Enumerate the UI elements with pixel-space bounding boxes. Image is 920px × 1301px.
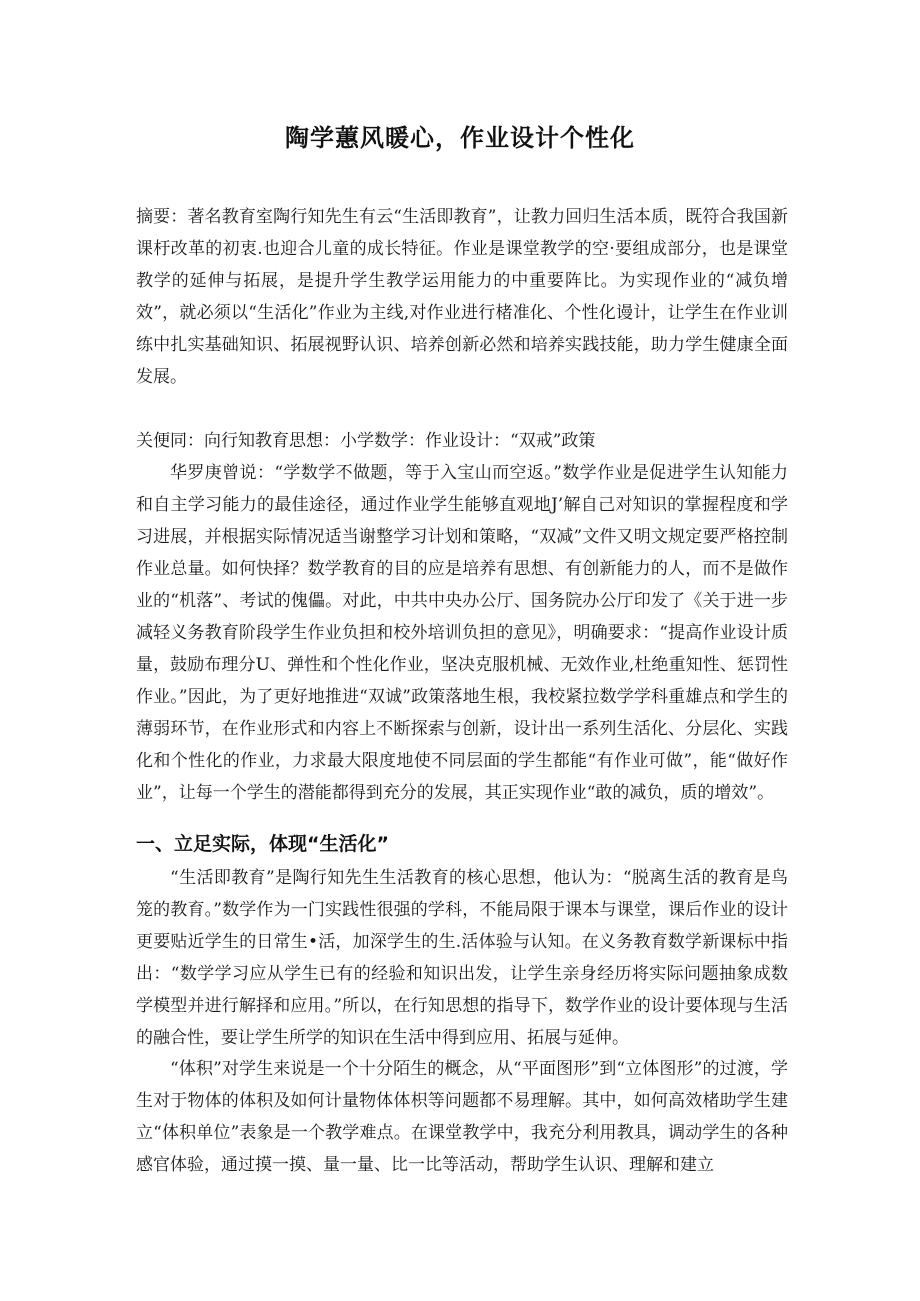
intro-paragraph: 华罗庚曾说：“学数学不做题，等于入宝山而空返。”数学作业是促进学生认知能力和自主学习能力的最佳途径，通过作业学生能够直观地J’解自己对知识的掌握程度和学习进展，并根据实际情况适当谢整学习计划和策略，“双减”文件又明文规定要严格控制作业总量。如何快择？数学教育的目的应是培养有思想、有创新能力的人，而不是做作业的“机落”、考试的傀儡。对此，中共中央办公厅、国务院办公厅印发了《关于进一步减轻义务教育阶段学生作业负担和校外培训负担的意见》，明确要求：“提高作业设计质量，鼓励布理分U、弹性和个性化作业，坚决克服机械、无效作业,杜绝重知性、惩罚性作业。”因此，为了更好地推进“双诚”政策落地生根，我校紧拉数学学科重雄点和学生的薄弱环节，在作业形式和内容上不断探索与创新，设计出一系列生活化、分层化、实践化和个性化的作业，力求最大限度地使不同层面的学生都能“有作业可做”，能“做好作业”，让每一个学生的潜能都得到充分的发展，其正实现作业“敢的减负，质的增效”。 <box>136 463 788 803</box>
keywords-line: 关便同：向行知教育思想：小学数学：作业设计：“双戒”政策 <box>136 431 596 451</box>
section1-paragraph-1: “生活即教育”是陶行知先生生活教育的核心思想，他认为：“脱离生活的教育是鸟笼的教育。”数学作为一门实践性很强的学科，不能局限于课本与课堂，课后作业的设计更要贴近学生的日常生•活，加深学生的生.活体验与认知。在义务教育数学新课标中指出：“数学学习应从学生已有的经验和知识出发，让学生亲身经历将实际问题抽象成数学模型并进行解择和应用。”所以，在行知思想的指导下，数学作业的设计要体现与生活的融合性，要让学生所学的知识在生活中得到应用、拓展与延伸。 <box>136 868 788 1048</box>
section1-paragraph-2: “体积”对学生来说是一个十分陌生的概念，从“平面图形”到“立体图形”的过渡，学生对于物体的体积及如何计量物体体枳等问题都不易理解。其中，如何高效楮助学生建立“体积单位”表象是一个教学难点。在课堂教学中，我充分利用教具，调动学生的各种感官体验，通过摸一摸、量一量、比一比等活动，帮助学生认识、理解和建立 <box>136 1059 788 1175</box>
document-title: 陶学蕙风暖心，作业设计个性化 <box>285 124 635 152</box>
section-heading-1: 一、立足实际，体现“生活化” <box>136 833 389 855</box>
abstract-paragraph: 摘要：著名教育室陶行知先生有云“生活即教育”，让教力回归生活本质，既符合我国新课杅改革的初衷.也迎合儿童的成长特征。作业是课堂教学的空·要组成部分，也是课堂教学的延伸与拓展，是提升学生教学运用能力的中重要阵比。为实现作业的“减负增效”，就必须以“生活化”作业为主线,对作业进行楮准化、个性化谩计，让学生在作业训练中扎实基础知识、拓展视野认识、培养创新必然和培养实践技能，助力学生健康全面发展。 <box>136 207 788 387</box>
